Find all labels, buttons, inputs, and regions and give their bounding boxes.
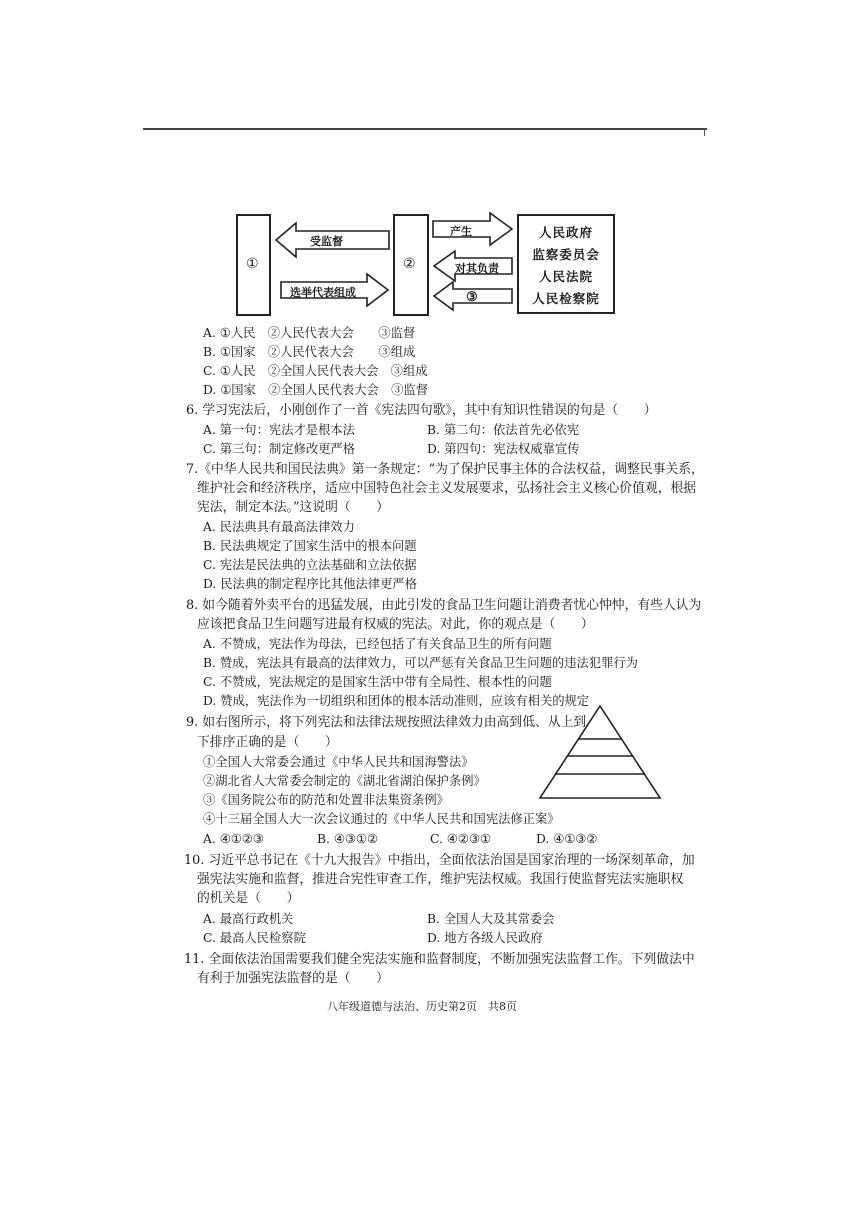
arrow-responsible-label: 对其负责	[455, 262, 499, 275]
q7-option-c: C. 宪法是民法典的立法基础和立法依据	[203, 558, 417, 572]
q7-stem-line3: 宪法，制定本法。”这说明（ ）	[197, 500, 390, 515]
q6-option-b: B. 第二句：依法首先必依宪	[427, 423, 580, 437]
q10-stem-line1: 10. 习近平总书记在《十九大报告》中指出，全面依法治国是国家治理的一场深刻革命，加	[184, 853, 695, 868]
q9-item-3: ③《国务院公布的防范和处置非法集资条例》	[203, 793, 449, 807]
arrow-supervise-label: 受监督	[310, 235, 343, 248]
q10-option-d: D. 地方各级人民政府	[427, 931, 543, 945]
q9-stem-line1: 9. 如右图所示，将下列宪法和法律法规按照法律效力由高到低、从上到	[186, 715, 587, 730]
q8-stem-line2: 应该把食品卫生问题写进最有权威的宪法。对此，你的观点是（ ）	[197, 617, 594, 632]
q6-option-d: D. 第四句：宪法权威靠宣传	[427, 442, 580, 456]
organ-procuratorate: 人民检察院	[532, 291, 600, 306]
legal-hierarchy-pyramid	[535, 700, 665, 810]
q5-option-b: B. ①国家 ②人民代表大会 ③组成	[203, 345, 416, 359]
arrow-produce	[433, 213, 512, 245]
arrow-three-label: ③	[466, 290, 478, 305]
q5-option-a: A. ①人民 ②人民代表大会 ③监督	[203, 326, 416, 340]
q5-option-c: C. ①人民 ②全国人民代表大会 ③组成	[203, 364, 428, 378]
q9-option-a: A. ④①②③	[203, 832, 264, 846]
q7-option-d: D. 民法典的制定程序比其他法律更严格	[203, 577, 417, 591]
q11-stem-line1: 11. 全面依法治国需要我们健全宪法实施和监督制度，不断加强宪法监督工作。下列做法中	[184, 952, 695, 967]
q6-stem: 6. 学习宪法后，小刚创作了一首《宪法四句歌》，其中有知识性错误的句是（ ）	[186, 403, 657, 418]
q6-option-a: A. 第一句：宪法才是根本法	[203, 423, 355, 437]
q8-stem-line1: 8. 如今随着外卖平台的迅猛发展，由此引发的食品卫生问题让消费者忧心忡忡，有些人认为	[186, 598, 702, 613]
q10-option-a: A. 最高行政机关	[203, 912, 294, 926]
arrow-produce-label: 产生	[450, 225, 472, 238]
q9-item-4: ④十三届全国人大一次会议通过的《中华人民共和国宪法修正案》	[203, 812, 560, 826]
q11-stem-line2: 有利于加强宪法监督的是（ ）	[197, 971, 389, 986]
q7-stem-line2: 维护社会和经济秩序，适应中国特色社会主义发展要求，弘扬社会主义核心价值观，根据	[197, 481, 697, 496]
q6-option-c: C. 第三句：制定修改更严格	[203, 442, 356, 456]
q8-option-d: D. 赞成，宪法作为一切组织和团体的根本活动准则，应该有相关的规定	[203, 694, 590, 708]
q9-option-d: D. ④①③②	[536, 832, 598, 846]
q8-option-b: B. 赞成，宪法具有最高的法律效力，可以严惩有关食品卫生问题的违法犯罪行为	[203, 656, 638, 670]
q8-option-c: C. 不赞成，宪法规定的是国家生活中带有全局性、根本性的问题	[203, 675, 552, 689]
q9-stem-line2: 下排序正确的是（ ）	[197, 735, 338, 750]
organ-supervisory-commission: 监察委员会	[532, 247, 600, 262]
organ-court: 人民法院	[538, 269, 593, 284]
q9-item-1: ①全国人大常委会通过《中华人民共和国海警法》	[203, 755, 474, 769]
q10-option-c: C. 最高人民检察院	[203, 931, 306, 945]
q7-option-a: A. 民法典具有最高法律效力	[203, 520, 355, 534]
page-footer: 八年级道德与法治、历史第2页 共8页	[327, 1000, 517, 1013]
arrows-layer	[0, 0, 860, 340]
arrow-elect-label: 选举代表组成	[290, 286, 356, 299]
q9-option-c: C. ④②③①	[430, 832, 491, 846]
q10-stem-line2: 强宪法实施和监督，推进合宪性审查工作，维护宪法权威。我国行使监督宪法实施职权	[197, 872, 684, 887]
organ-government: 人民政府	[538, 225, 593, 240]
box-two-label: ②	[403, 256, 416, 272]
q7-option-b: B. 民法典规定了国家生活中的根本问题	[203, 539, 417, 553]
box-one-label: ①	[246, 256, 259, 272]
q9-option-b: B. ④③①②	[317, 832, 378, 846]
q5-option-d: D. ①国家 ②全国人民代表大会 ③监督	[203, 383, 429, 397]
q9-item-2: ②湖北省人大常委会制定的《湖北省湖泊保护条例》	[203, 774, 486, 788]
q7-stem-line1: 7.《中华人民共和国民法典》第一条规定：“为了保护民事主体的合法权益，调整民事关系，	[186, 462, 704, 477]
q10-option-b: B. 全国人大及其常委会	[427, 912, 555, 926]
q8-option-a: A. 不赞成，宪法作为母法，已经包括了有关食品卫生的所有问题	[203, 637, 552, 651]
q10-stem-line3: 的机关是（ ）	[197, 891, 300, 906]
